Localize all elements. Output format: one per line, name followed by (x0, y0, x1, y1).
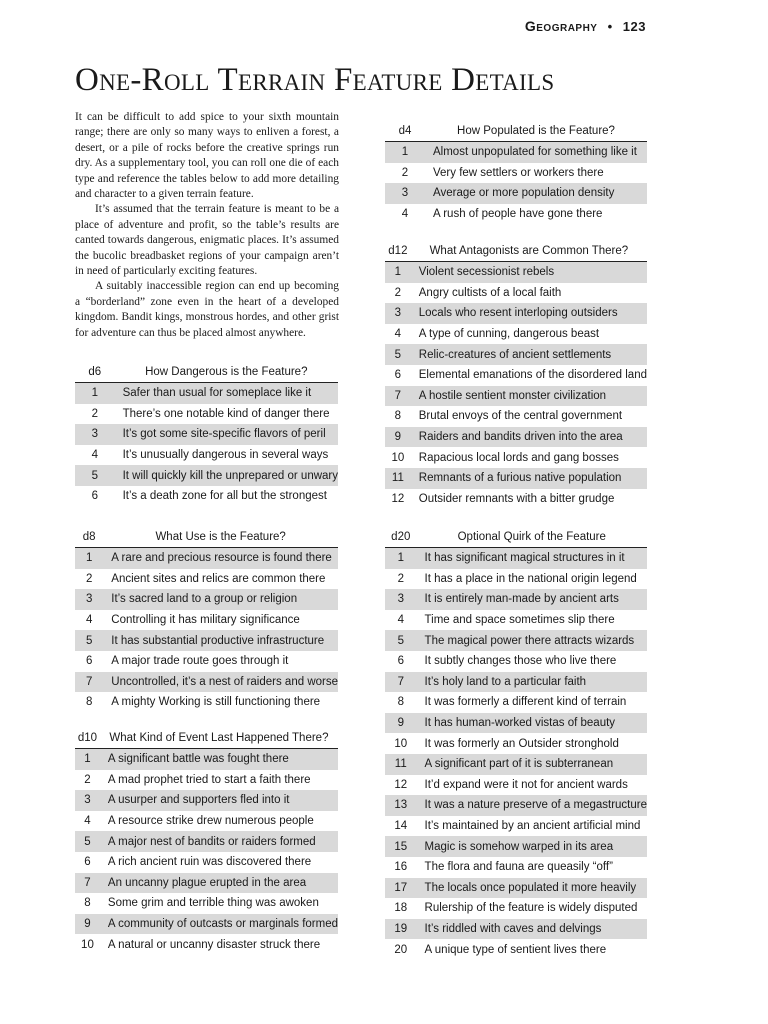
roll-result: Rulership of the feature is widely disputed (424, 902, 638, 915)
table-d4-population (385, 121, 647, 224)
roll-number: 17 (385, 878, 417, 899)
roll-result: Elemental emanations of the disordered land (418, 369, 647, 382)
table-row (75, 404, 338, 425)
roll-result: Raiders and bandits driven into the area (411, 427, 647, 448)
intro-text (75, 110, 339, 341)
table-row (75, 651, 338, 672)
roll-result: It’s got some site-specific flavors of peril (115, 424, 338, 445)
roll-number: 1 (385, 262, 411, 283)
roll-number: 8 (397, 696, 404, 709)
roll-result: It has significant magical structures in it (417, 548, 647, 569)
table-row (385, 548, 647, 569)
table-question: What Use is the Feature? (103, 527, 338, 548)
die-label: d6 (75, 362, 115, 383)
roll-number: 6 (394, 369, 402, 382)
roll-number: 3 (385, 589, 417, 610)
table-row (385, 816, 647, 837)
roll-result: Brutal envoys of the central government (418, 410, 623, 423)
table-row (385, 163, 647, 184)
table-row (385, 468, 647, 489)
roll-result: Almost unpopulated for something like it (425, 142, 647, 163)
roll-number: 1 (75, 548, 103, 569)
table-row (385, 283, 647, 304)
intro-paragraph: A suitably inaccessible region can end up becoming a “borderland” zone even in the heart of a developed kingdom. Bandit kings, monstrous hordes, and other grist for adventure can thus be placed almost anywhere. (75, 280, 339, 339)
table-row (75, 831, 338, 852)
roll-result: A type of cunning, dangerous beast (418, 328, 600, 341)
roll-number: 16 (394, 861, 408, 874)
roll-result: An uncanny plague erupted in the area (100, 873, 338, 894)
roll-result: A significant battle was fought there (100, 749, 338, 770)
roll-result: The magical power there attracts wizards (417, 630, 647, 651)
table-row (385, 692, 647, 713)
table-row (385, 898, 647, 919)
table-row (385, 447, 647, 468)
roll-result: Violent secessionist rebels (411, 262, 647, 283)
header-bullet: • (607, 19, 613, 34)
table-row (75, 893, 338, 914)
roll-number: 2 (401, 166, 409, 179)
roll-number: 10 (394, 737, 408, 750)
roll-number: 6 (397, 655, 404, 668)
table-row (75, 790, 338, 811)
roll-number: 3 (75, 589, 103, 610)
die-label: d12 (385, 241, 411, 262)
table-d6-danger (75, 362, 338, 507)
roll-number: 2 (91, 407, 98, 420)
table-row (75, 383, 338, 404)
roll-number: 15 (385, 836, 417, 857)
table-d12-antagonists (385, 241, 647, 509)
roll-number: 14 (394, 820, 408, 833)
roll-result: A significant part of it is subterranean (417, 754, 647, 775)
table-row (385, 204, 647, 225)
roll-number: 20 (394, 943, 408, 956)
roll-number: 12 (391, 492, 405, 505)
running-header (525, 18, 646, 34)
table-row (75, 548, 338, 569)
roll-result: There’s one notable kind of danger there (122, 407, 330, 420)
roll-result: A major trade route goes through it (111, 655, 289, 668)
roll-number: 1 (75, 383, 115, 404)
roll-number: 1 (75, 749, 100, 770)
roll-result: A rare and precious resource is found there (103, 548, 338, 569)
table-row (75, 610, 338, 631)
roll-result: Remnants of a furious native population (411, 468, 647, 489)
roll-number: 7 (75, 873, 100, 894)
table-row (385, 919, 647, 940)
page-title: One-Roll Terrain Feature Details (75, 62, 555, 98)
roll-result: Some grim and terrible thing was awoken (107, 897, 319, 910)
roll-result: It’d expand were it not for ancient wards (424, 778, 628, 791)
table-row (75, 569, 338, 590)
table-row (75, 630, 338, 651)
roll-result: Relic-creatures of ancient settlements (411, 344, 647, 365)
table-row (385, 142, 647, 163)
roll-number: 9 (75, 914, 100, 935)
roll-result: It’s a death zone for all but the strongest (122, 490, 327, 503)
roll-result: It is entirely man-made by ancient arts (417, 589, 647, 610)
section-name: Geography (524, 18, 598, 34)
table-header-row (385, 527, 647, 548)
table-row (385, 324, 647, 345)
table-row (385, 651, 647, 672)
roll-result: A major nest of bandits or raiders formed (100, 831, 338, 852)
table-question: Optional Quirk of the Feature (417, 527, 647, 548)
die-label: d8 (75, 527, 103, 548)
table-row (385, 489, 647, 510)
roll-number: 4 (85, 614, 93, 627)
roll-number: 3 (75, 424, 115, 445)
roll-result: Outsider remnants with a bitter grudge (418, 492, 615, 505)
roll-result: Angry cultists of a local faith (418, 286, 562, 299)
roll-result: It’s riddled with caves and delvings (417, 919, 647, 940)
table-row (385, 939, 647, 960)
table-row (75, 934, 338, 955)
roll-result: It was formerly an Outsider stronghold (424, 737, 619, 750)
roll-result: Controlling it has military significance (111, 614, 300, 627)
table-d20-quirk (385, 527, 647, 960)
table-row (385, 795, 647, 816)
roll-number: 9 (385, 713, 417, 734)
table-row (75, 873, 338, 894)
roll-number: 2 (397, 572, 404, 585)
roll-number: 6 (84, 856, 91, 869)
roll-result: It’s sacred land to a group or religion (103, 589, 338, 610)
roll-result: Magic is somehow warped in its area (417, 836, 647, 857)
roll-number: 1 (385, 548, 417, 569)
table-header-row (385, 121, 647, 142)
table-row (385, 878, 647, 899)
table-row (385, 610, 647, 631)
roll-result: Average or more population density (425, 183, 647, 204)
roll-number: 8 (84, 897, 91, 910)
table-row (75, 672, 338, 693)
roll-result: Ancient sites and relics are common there (111, 572, 326, 585)
roll-number: 18 (394, 902, 408, 915)
table-row (385, 775, 647, 796)
table-question: What Antagonists are Common There? (411, 241, 647, 262)
table-row (385, 303, 647, 324)
roll-number: 2 (85, 572, 93, 585)
roll-number: 7 (385, 672, 417, 693)
table-row (385, 857, 647, 878)
table-row (385, 344, 647, 365)
table-row (75, 914, 338, 935)
roll-result: A unique type of sentient lives there (424, 943, 607, 956)
roll-result: It has a place in the national origin legend (424, 572, 637, 585)
table-d8-use (75, 527, 338, 713)
roll-number: 19 (385, 919, 417, 940)
table-row (385, 836, 647, 857)
roll-number: 7 (75, 672, 103, 693)
roll-result: Safer than usual for someplace like it (115, 383, 338, 404)
table-header-row (385, 241, 647, 262)
roll-result: Locals who resent interloping outsiders (411, 303, 647, 324)
table-row (75, 811, 338, 832)
roll-number: 4 (91, 449, 98, 462)
roll-number: 9 (385, 427, 411, 448)
roll-result: A natural or uncanny disaster struck there (107, 938, 321, 951)
table-row (385, 569, 647, 590)
roll-number: 8 (394, 410, 402, 423)
die-label: d10 (75, 728, 100, 749)
table-row (75, 852, 338, 873)
roll-number: 2 (84, 773, 91, 786)
table-row (75, 692, 338, 713)
roll-number: 5 (385, 630, 417, 651)
table-row (385, 262, 647, 283)
roll-result: Very few settlers or workers there (433, 166, 604, 179)
table-row (75, 749, 338, 770)
table-question: What Kind of Event Last Happened There? (100, 728, 338, 749)
roll-result: Rapacious local lords and gang bosses (418, 451, 619, 464)
table-row (385, 183, 647, 204)
roll-result: It was a nature preserve of a megastructure (417, 795, 647, 816)
table-header-row (75, 362, 338, 383)
roll-number: 6 (85, 655, 93, 668)
table-row (75, 445, 338, 466)
roll-result: A mad prophet tried to start a faith there (107, 773, 311, 786)
roll-result: A usurper and supporters fled into it (100, 790, 338, 811)
roll-result: A rush of people have gone there (433, 208, 603, 221)
page-number: 123 (622, 19, 646, 34)
roll-result: It will quickly kill the unprepared or unwary (115, 465, 338, 486)
table-row (75, 589, 338, 610)
roll-number: 10 (391, 451, 405, 464)
roll-number: 7 (385, 386, 411, 407)
table-row (75, 486, 338, 507)
table-row (385, 630, 647, 651)
table-row (385, 589, 647, 610)
table-row (385, 713, 647, 734)
table-d10-event (75, 728, 338, 955)
roll-number: 11 (385, 754, 417, 775)
table-header-row (75, 527, 338, 548)
roll-number: 11 (385, 468, 411, 489)
roll-number: 5 (75, 465, 115, 486)
roll-number: 4 (401, 208, 409, 221)
table-row (385, 427, 647, 448)
roll-number: 12 (394, 778, 408, 791)
roll-result: A resource strike drew numerous people (107, 815, 314, 828)
table-row (75, 424, 338, 445)
table-row (385, 386, 647, 407)
die-label: d4 (385, 121, 425, 142)
roll-number: 10 (81, 938, 94, 951)
table-row (75, 770, 338, 791)
intro-paragraph: It can be difficult to add spice to your sixth mountain range; there are only so many ways to enliven a forest, a desert, or a pile of rocks before the creative springs run dry. As a supplementary tool, you can roll one die of each type and reference the tables below to add more detailing and character to a given terrain feature. (75, 111, 339, 201)
roll-result: It subtly changes those who live there (424, 655, 617, 668)
table-row (75, 465, 338, 486)
roll-number: 3 (385, 303, 411, 324)
table-row (385, 365, 647, 386)
roll-number: 4 (397, 614, 404, 627)
roll-result: A rich ancient ruin was discovered there (107, 856, 312, 869)
table-row (385, 733, 647, 754)
roll-number: 2 (394, 286, 402, 299)
roll-result: A mighty Working is still functioning there (111, 696, 321, 709)
roll-number: 6 (91, 490, 98, 503)
roll-number: 4 (394, 328, 402, 341)
roll-number: 4 (84, 815, 91, 828)
roll-result: It’s holy land to a particular faith (417, 672, 647, 693)
roll-result: It’s unusually dangerous in several ways (122, 449, 329, 462)
table-row (385, 672, 647, 693)
roll-result: Time and space sometimes slip there (424, 614, 615, 627)
roll-number: 1 (385, 142, 425, 163)
die-label: d20 (385, 527, 417, 548)
table-question: How Dangerous is the Feature? (115, 362, 338, 383)
table-row (385, 754, 647, 775)
table-header-row (75, 728, 338, 749)
roll-number: 3 (385, 183, 425, 204)
roll-number: 5 (75, 630, 103, 651)
roll-result: A hostile sentient monster civilization (411, 386, 647, 407)
roll-result: It’s maintained by an ancient artificial mind (424, 820, 641, 833)
roll-result: It has substantial productive infrastructure (103, 630, 338, 651)
roll-number: 3 (75, 790, 100, 811)
roll-number: 5 (75, 831, 100, 852)
roll-result: It was formerly a different kind of terrain (424, 696, 627, 709)
roll-result: A community of outcasts or marginals formed (100, 914, 338, 935)
roll-result: The flora and fauna are queasily “off” (424, 861, 613, 874)
roll-number: 8 (85, 696, 93, 709)
roll-number: 13 (385, 795, 417, 816)
table-row (385, 406, 647, 427)
intro-paragraph: It’s assumed that the terrain feature is meant to be a place of adventure and profit, so the table’s results are canted towards dangerous, enigmatic places. It’s assumed the bucolic breadbasket regions of your campaign aren’t in need of particularly exciting features. (75, 203, 339, 278)
roll-result: The locals once populated it more heavily (417, 878, 647, 899)
roll-result: It has human-worked vistas of beauty (417, 713, 647, 734)
roll-number: 5 (385, 344, 411, 365)
roll-result: Uncontrolled, it’s a nest of raiders and worse (103, 672, 338, 693)
table-question: How Populated is the Feature? (425, 121, 647, 142)
